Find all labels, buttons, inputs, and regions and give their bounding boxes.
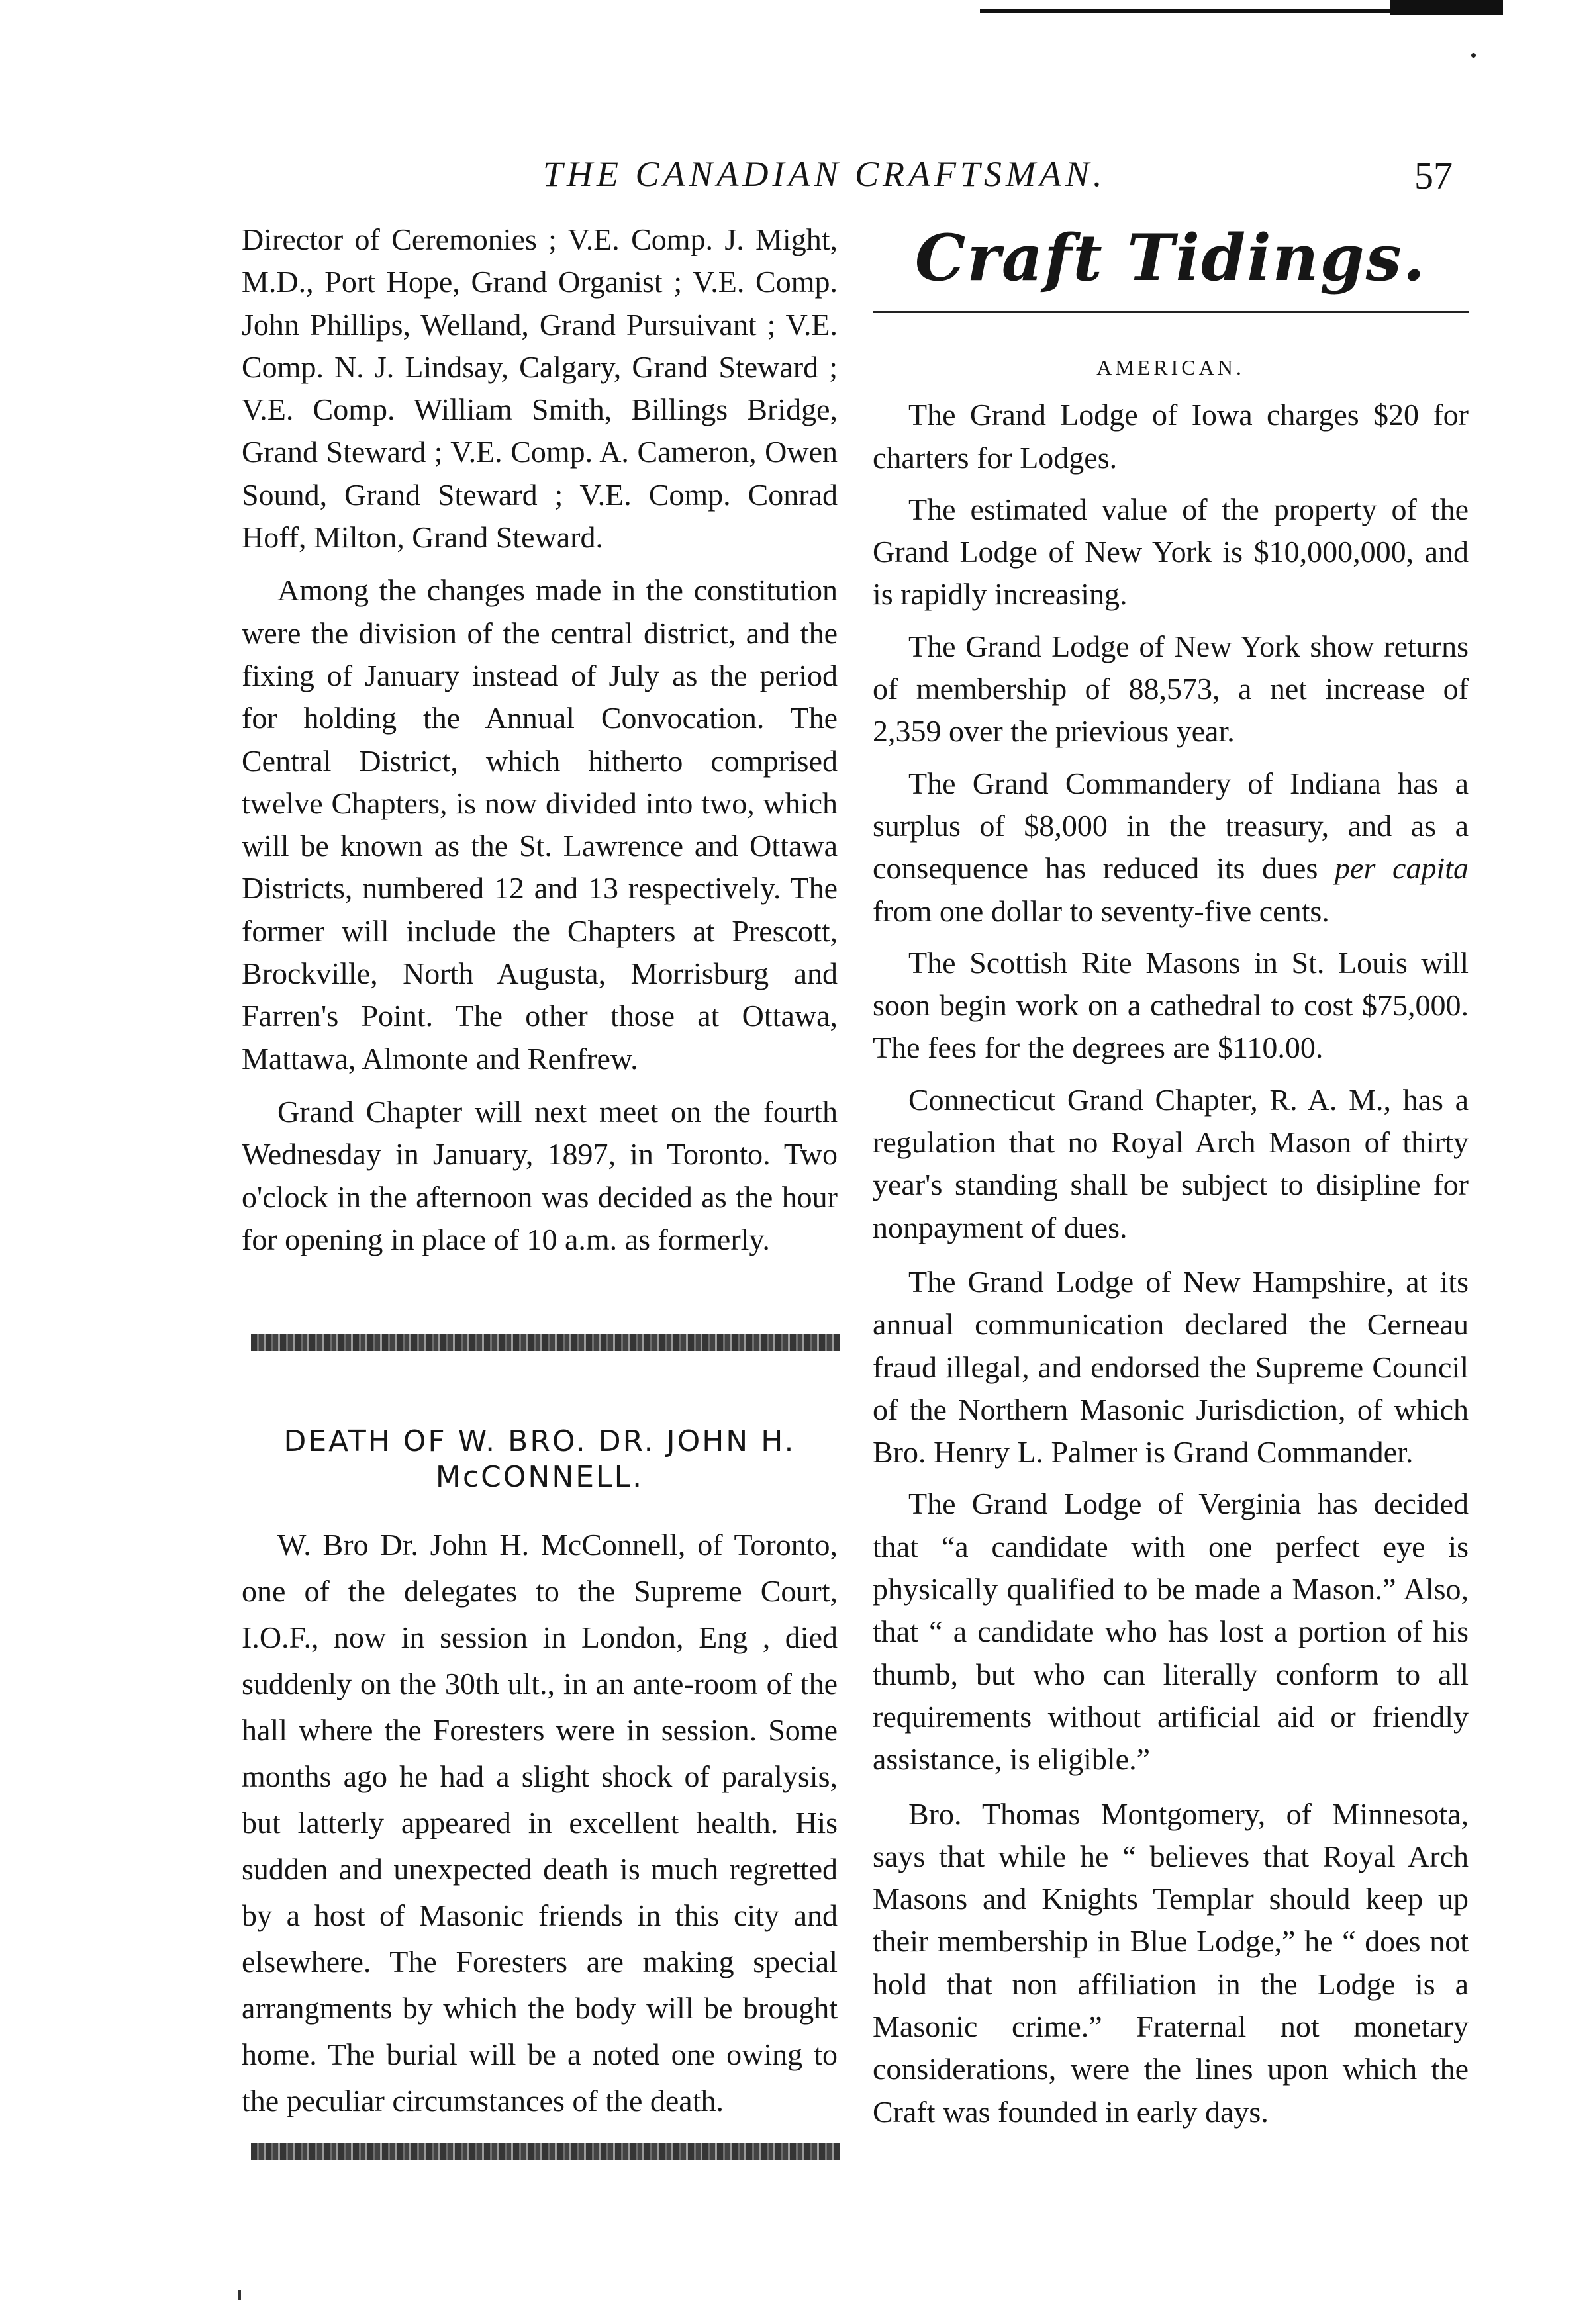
tiding-virginia: The Grand Lodge of Verginia has decided that “a candidate with one perfect eye is physically qualified to be made a Mason.” Also, that “ a candidate who has lost a portion of his thumb, but who can literally conform to all requirements without artificial aid or friendly assistance, is eligible.”: [873, 1487, 1469, 1777]
tiding-connecticut: Connecticut Grand Chapter, R. A. M., has a regulation that no Royal Arch Mason of thirty year's standing shall be subject to disipline for nonpayment of dues.: [873, 1082, 1469, 1244]
tiding-iowa: The Grand Lodge of Iowa charges $20 for charters for Lodges.: [873, 398, 1469, 475]
ornamental-divider: [251, 1334, 840, 1351]
tiding-st-louis: The Scottish Rite Masons in St. Louis will soon begin work on a cathedral to cost $75,000. The fees for the degrees are $110.00.: [873, 945, 1469, 1065]
next-meeting-paragraph: Grand Chapter will next meet on the fourth Wednesday in January, 1897, in Toronto. Two o'clock in the afternoon was decided as the hour for opening in place of 10 a.m. as formerly.: [242, 1094, 838, 1256]
tiding-new-hampshire: The Grand Lodge of New Hampshire, at its annual communication declared the Cerneau fraud illegal, and endorsed the Supreme Council of the Northern Masonic Jurisdiction, of which Bro. Henry L. Palmer is Grand Commander.: [873, 1264, 1469, 1469]
death-heading: DEATH OF W. BRO. DR. JOHN H. McCONNELL.: [283, 1424, 796, 1495]
top-border-rule-heavy: [1390, 0, 1503, 15]
tiding-ny-membership: The Grand Lodge of New York show returns of membership of 88,573, a net increase of 2,359 over the prievious year.: [873, 629, 1469, 749]
margin-mark: [238, 2290, 241, 2300]
tiding-indiana-tail: from one dollar to seventy-five cents.: [873, 894, 1329, 928]
tiding-minnesota: Bro. Thomas Montgomery, of Minnesota, says that while he “ believes that Royal Arch Masons and Knights Templar should keep up their membership in Blue Lodge,” he “ does not hold that non affiliation in the Lodge is a Masonic crime.” Fraternal not monetary considerations, were the lines upon which the Craft was founded in early days.: [873, 1796, 1469, 2129]
tiding-indiana-em: per capita: [1335, 851, 1469, 886]
section-title: Craft Tidings.: [914, 220, 1427, 295]
print-speck: [1471, 53, 1476, 58]
ornamental-divider-bottom: [251, 2143, 840, 2160]
death-paragraph: W. Bro Dr. John H. McConnell, of Toronto, one of the delegates to the Supreme Court, I.O.F., now in session in London, Eng , died suddenly on the 30th ult., in an ante-room of the hall where the Foresters were in session. Some months ago he had a slight shock of paralysis, but latterly appeared in excellent health. His sudden and unexpected death is much regretted by a host of Masonic friends in this city and elsewhere. The Foresters are making special arrangments by which the body will be brought home. The burial will be a noted one owing to the peculiar circumstances of the death.: [242, 1528, 838, 2118]
tiding-indiana-lead: The Grand Commandery of Indiana has a surplus of $8,000 in the treasury, and as a consequence has reduced its dues: [873, 766, 1469, 886]
left-column: [242, 218, 838, 2160]
tiding-ny-property: The estimated value of the property of the Grand Lodge of New York is $10,000,000, and is rapidly increasing.: [873, 492, 1469, 612]
subsection-heading: AMERICAN.: [1096, 355, 1245, 379]
right-column: [873, 218, 1469, 2143]
running-head: THE CANADIAN CRAFTSMAN.: [543, 154, 1106, 194]
officers-paragraph: Director of Ceremonies ; V.E. Comp. J. Might, M.D., Port Hope, Grand Organist ; V.E. Comp. John Phillips, Welland, Grand Pursuivant ; V.E. Comp. N. J. Lindsay, Calgary, Grand Steward ; V.E. Comp. William Smith, Billings Bridge, Grand Steward ; V.E. Comp. A. Cameron, Owen Sound, Grand Steward ; V.E. Comp. Conrad Hoff, Milton, Grand Steward.: [242, 222, 838, 555]
constitution-paragraph: Among the changes made in the constitution were the division of the central district, and the fixing of January instead of July as the period for holding the Annual Convocation. The Central District, which hitherto comprised twelve Chapters, is now divided into two, which will be known as the St. Lawrence and Ottawa Districts, numbered 12 and 13 respectively. The former will include the Chapters at Prescott, Brockville, North Augusta, Morrisburg and Farren's Point. The other those at Ottawa, Mattawa, Almonte and Renfrew.: [242, 573, 838, 1076]
page-number: 57: [1414, 154, 1453, 197]
tiding-indiana: [873, 763, 1469, 933]
title-rule: [873, 311, 1469, 313]
